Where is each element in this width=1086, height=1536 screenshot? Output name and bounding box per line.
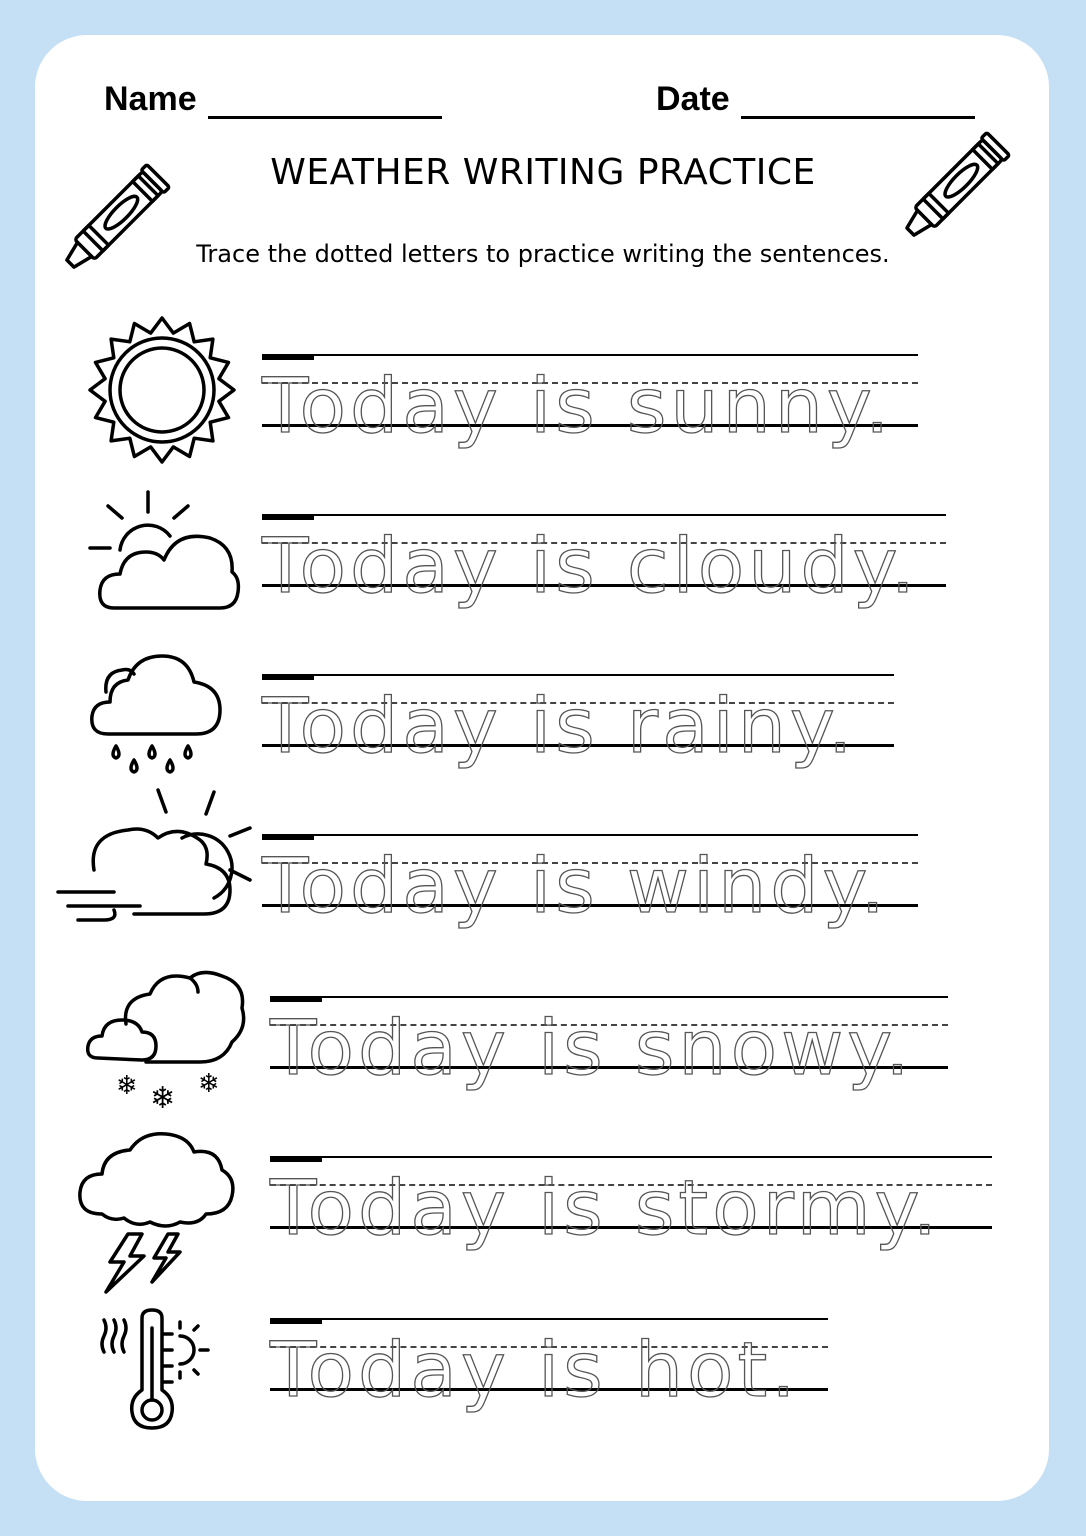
sun-icon [86, 316, 238, 464]
line-marker [262, 674, 314, 680]
trace-sentence: Today is stormy. [270, 1163, 941, 1252]
trace-sentence: Today is hot. [270, 1325, 800, 1414]
tracing-row-sunny[interactable] [262, 354, 918, 450]
partly-cloudy-icon [86, 488, 246, 614]
trace-sentence: Today is windy. [262, 841, 889, 930]
thermometer-hot-icon [98, 1308, 216, 1432]
top-line [262, 514, 946, 516]
line-marker [270, 996, 322, 1002]
line-marker [270, 1156, 322, 1162]
top-line [262, 834, 918, 836]
trace-sentence: Today is sunny. [262, 361, 894, 450]
name-write-line[interactable] [208, 116, 442, 119]
crayon-left-icon [52, 132, 202, 282]
svg-text:❄: ❄ [198, 1069, 220, 1099]
line-marker [262, 354, 314, 360]
crayon-right-icon [892, 100, 1042, 250]
page-title: WEATHER WRITING PRACTICE [270, 152, 816, 193]
line-marker [270, 1318, 322, 1324]
line-marker [262, 514, 314, 520]
trace-sentence: Today is snowy. [270, 1003, 914, 1092]
windy-icon [54, 786, 260, 932]
storm-cloud-icon [76, 1130, 238, 1300]
svg-text:❄: ❄ [150, 1081, 176, 1110]
line-marker [262, 834, 314, 840]
rain-cloud-icon [86, 650, 226, 790]
tracing-row-stormy[interactable] [270, 1156, 992, 1252]
top-line [262, 354, 918, 356]
top-line [270, 1156, 992, 1158]
top-line [270, 1318, 828, 1320]
top-line [270, 996, 948, 998]
tracing-row-hot[interactable] [270, 1318, 828, 1414]
tracing-row-rainy[interactable] [262, 674, 894, 770]
tracing-row-snowy[interactable] [270, 996, 948, 1092]
name-label: Name [104, 80, 197, 118]
trace-sentence: Today is cloudy. [262, 521, 919, 610]
tracing-row-cloudy[interactable] [262, 514, 946, 610]
trace-sentence: Today is rainy. [262, 681, 857, 770]
top-line [262, 674, 894, 676]
svg-text:❄: ❄ [116, 1071, 138, 1101]
tracing-row-windy[interactable] [262, 834, 918, 930]
date-label: Date [656, 80, 730, 118]
instruction-text: Trace the dotted letters to practice writing the sentences. [196, 240, 890, 268]
snow-cloud-icon [86, 966, 250, 1110]
